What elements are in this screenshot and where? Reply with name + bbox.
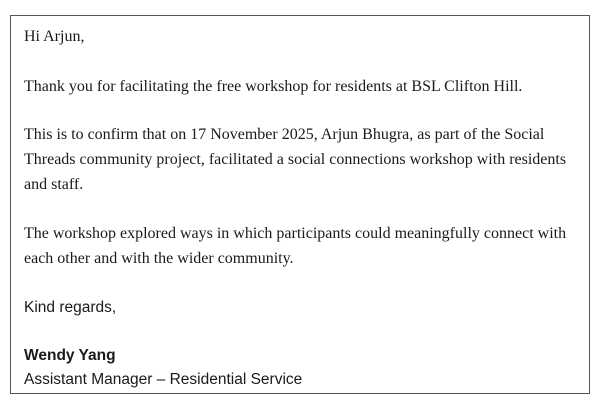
paragraph-confirm-line-2: Threads community project, facilitated a social connections workshop with residents	[24, 151, 567, 168]
greeting: Hi Arjun,	[24, 28, 85, 45]
closing: Kind regards,	[24, 299, 117, 316]
letter-body	[10, 15, 590, 394]
paragraph-confirm-line-1: This is to confirm that on 17 November 2025, Arjun Bhugra, as part of the Social	[24, 126, 545, 143]
paragraph-confirm-line-3: and staff.	[24, 176, 84, 193]
paragraph-thanks: Thank you for facilitating the free workshop for residents at BSL Clifton Hill.	[24, 78, 523, 95]
paragraph-workshop-line-2: each other and with the wider community.	[24, 250, 294, 267]
paragraph-workshop-line-1: The workshop explored ways in which participants could meaningfully connect with	[24, 225, 567, 242]
signature-title: Assistant Manager – Residential Service	[24, 371, 303, 388]
signature-name: Wendy Yang	[24, 347, 116, 364]
